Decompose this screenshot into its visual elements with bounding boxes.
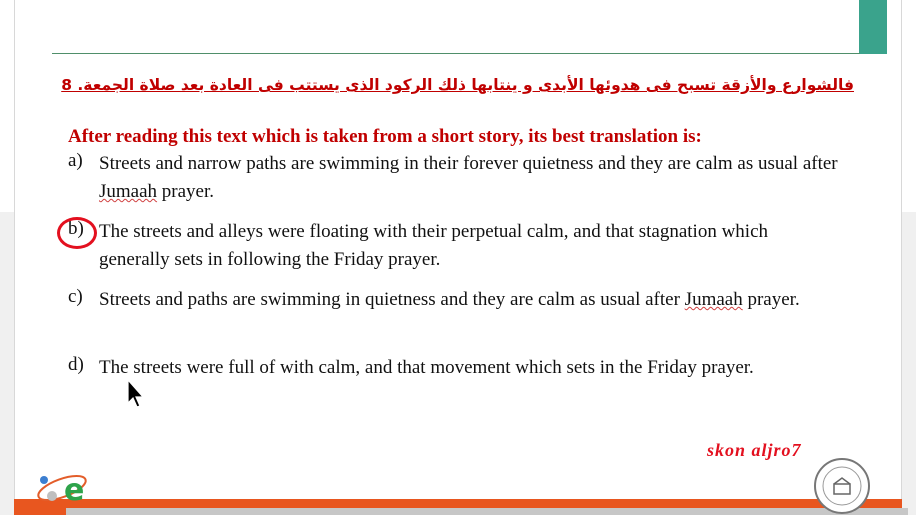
university-seal-icon <box>812 456 872 515</box>
option-a-text[interactable]: Streets and narrow paths are swimming in their forever quietness and they are calm as usual after Jumaah prayer. <box>99 153 838 202</box>
selected-answer-circle <box>57 217 97 249</box>
option-c-label[interactable]: c) <box>68 286 83 307</box>
author-signature: skon aljro7 <box>707 440 802 460</box>
teal-header-block <box>859 0 887 54</box>
mouse-cursor-icon <box>127 379 147 409</box>
footer-scroll-strip <box>66 508 908 515</box>
e-learning-logo-icon <box>34 466 96 508</box>
svg-text:e: e <box>64 473 85 508</box>
option-d-text[interactable]: The streets were full of with calm, and that movement which sets in the Friday prayer. <box>99 357 754 378</box>
option-b-text[interactable]: The streets and alleys were floating with their perpetual calm, and that stagnation which generally sets in following the Friday prayer. <box>99 221 768 270</box>
option-d-label[interactable]: d) <box>68 354 84 375</box>
arabic-source-sentence: فالشوارع والأزقة تسبح فى هدوئها الأبدى و ينتابها ذلك الركود الذى يستتب فى العادة بعد صلاة الجمعة. 8 <box>61 76 854 94</box>
option-a-label[interactable]: a) <box>68 150 83 171</box>
question-prompt: After reading this text which is taken from a short story, its best translation is: <box>68 126 702 147</box>
header-rule <box>52 53 860 54</box>
option-c-text[interactable]: Streets and paths are swimming in quietness and they are calm as usual after Jumaah prayer. <box>99 289 800 310</box>
option-b-label[interactable]: b) <box>68 218 84 239</box>
